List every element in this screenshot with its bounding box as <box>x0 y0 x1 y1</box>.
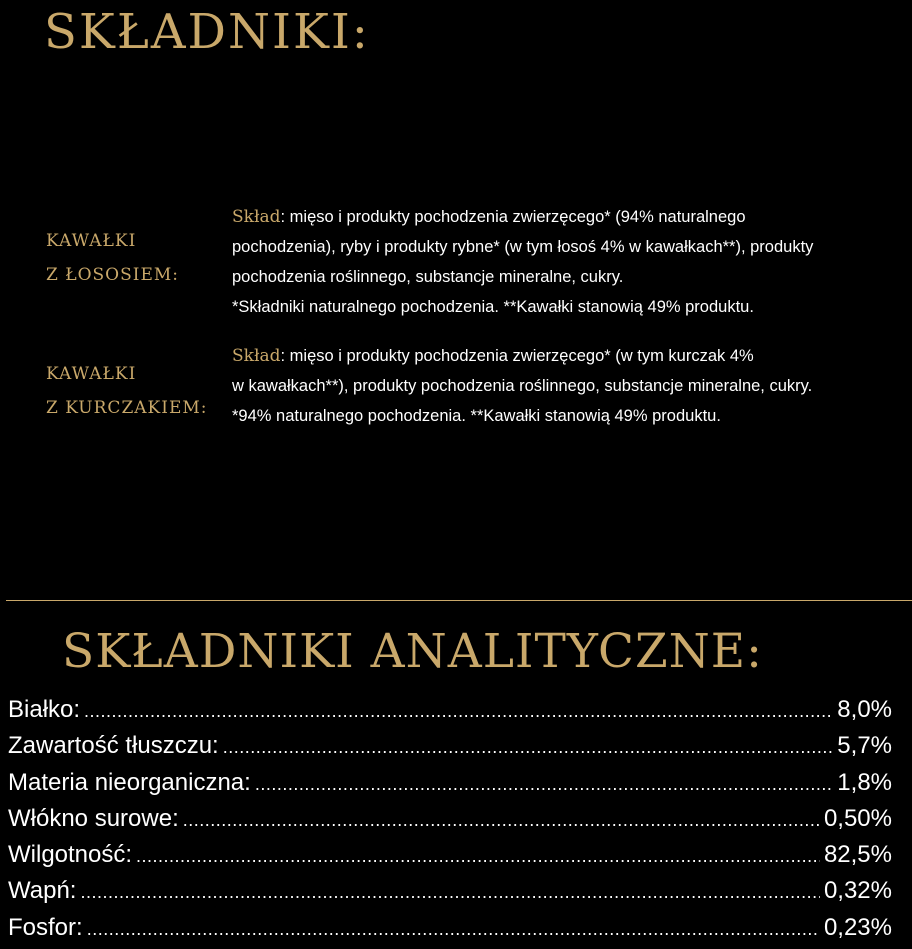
dot-leader <box>87 911 820 947</box>
analytic-value: 8,0% <box>837 696 892 723</box>
analytic-value: 0,23% <box>823 913 892 941</box>
composition-text: : mięso i produkty pochodzenia zwierzęcego* (w tym kurczak 4% <box>280 347 754 365</box>
dot-leader <box>136 838 820 874</box>
variant-label-chicken <box>46 357 208 425</box>
analytic-value: 0,32% <box>823 877 892 905</box>
section-divider <box>6 600 912 601</box>
composition-text: : mięso i produkty pochodzenia zwierzęcego* (94% naturalnego <box>280 208 746 226</box>
analytic-name: Fosfor: <box>8 913 83 941</box>
analytic-row-moisture <box>8 837 892 873</box>
analytic-name: Wapń: <box>8 877 77 905</box>
sklad-word: Skład <box>232 207 281 227</box>
variant-composition-chicken <box>232 341 902 431</box>
composition-line: pochodzenia), ryby i produkty rybne* (w tym łosoś 4% w kawałkach**), produkty <box>232 238 814 256</box>
analytic-value: 82,5% <box>823 841 892 869</box>
variant-composition-salmon <box>232 202 902 322</box>
dot-leader <box>183 802 820 838</box>
analytic-value: 0,50% <box>823 804 892 832</box>
analytic-row-protein <box>8 692 892 728</box>
variant-label-line: Z ŁOSOSIEM: <box>46 265 180 285</box>
analytic-row-phosphorus <box>8 910 892 946</box>
analytic-name: Zawartość tłuszczu: <box>8 732 219 760</box>
variant-label-salmon <box>46 224 179 292</box>
analytic-row-ash <box>8 765 892 801</box>
analytic-row-fat <box>8 728 892 764</box>
analytic-value: 5,7% <box>837 732 892 760</box>
composition-line <box>232 202 902 232</box>
analytic-value: 1,8% <box>837 768 892 796</box>
analytic-row-calcium <box>8 873 892 909</box>
variant-label-line: KAWAŁKI <box>46 231 137 251</box>
composition-footnote: *94% naturalnego pochodzenia. **Kawałki stanowią 49% produktu. <box>232 407 721 425</box>
variant-label-line: KAWAŁKI <box>46 364 137 384</box>
analytical-list <box>8 692 892 946</box>
composition-footnote: *Składniki naturalnego pochodzenia. **Kawałki stanowią 49% produktu. <box>232 298 754 316</box>
analytic-name: Wilgotność: <box>8 841 133 869</box>
variant-label-line: Z KURCZAKIEM: <box>46 398 208 418</box>
analytic-name: Materia nieorganiczna: <box>8 768 251 796</box>
analytical-title: SKŁADNIKI ANALITYCZNE: <box>62 624 763 679</box>
dot-leader <box>223 729 834 765</box>
analytic-name: Włókno surowe: <box>8 804 179 832</box>
dot-leader <box>255 766 833 802</box>
composition-line: w kawałkach**), produkty pochodzenia roślinnego, substancje mineralne, cukry. <box>232 377 813 395</box>
sklad-word: Skład <box>232 346 281 366</box>
analytic-name: Białko: <box>8 696 81 723</box>
ingredients-title: SKŁADNIKI: <box>44 4 370 60</box>
composition-line: pochodzenia roślinnego, substancje mineralne, cukry. <box>232 268 624 286</box>
dot-leader <box>84 693 833 729</box>
dot-leader <box>80 874 819 910</box>
composition-line <box>232 341 902 371</box>
analytic-row-fibre <box>8 801 892 837</box>
